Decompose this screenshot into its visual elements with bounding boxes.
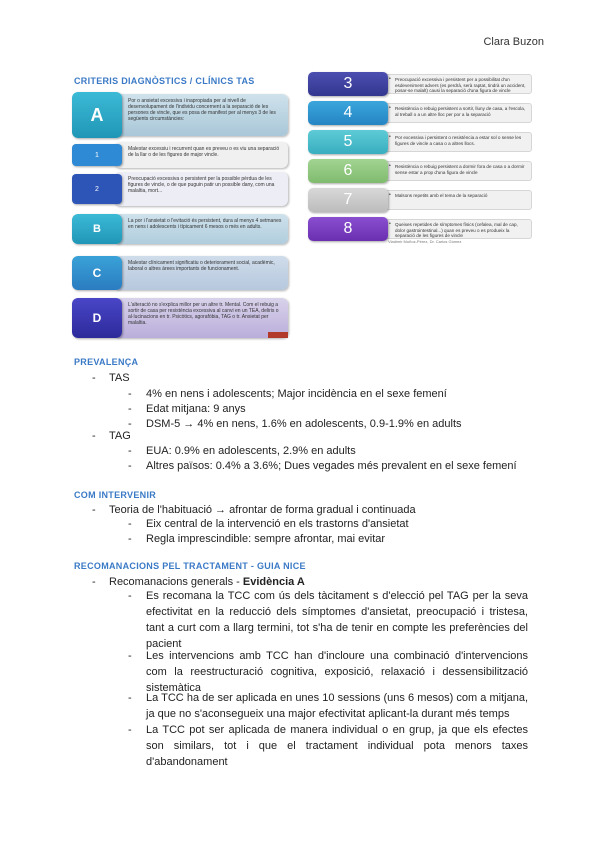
- criteria-label-6: 6: [308, 159, 388, 183]
- criteria-desc-c: • Malestar clínicament significatiu o deteriorament social, acadèmic, laboral o altres àrees importants de funcionament.: [114, 256, 288, 290]
- criteria-label-8: 8: [308, 217, 388, 241]
- criteria-row-8: [308, 217, 532, 241]
- recommendation-paragraph: La TCC pot ser aplicada de manera individual o en grup, ja que els efectes son similars, tot i que el tractament individual pota menors taxes d'abandonament: [146, 724, 528, 768]
- criteria-desc-1: • Malestar excessiu i recurrent quan es preveu o es viu una separació de la llar o de les figures de major vincle.: [114, 142, 288, 168]
- recommendation-paragraph: Es recomana la TCC com ús dels tàcitament s d'elecció pel TAG per la seva efectivitat en la reducció dels símptomes d'ansietat, preocupació i tristesa, tant a curt com a llarg termini, tot s'ha de tenir en compte les preferències del pacient: [146, 590, 528, 650]
- criteria-row-2: [72, 172, 288, 206]
- criteria-desc-3: • Preocupació excessiva i persistent per a possibilitat d'un esdeveniment advers (es perdrà, serà raptat, tindrà un accident, posar-se malalt) causi la separació d'una figura de vincle: [384, 74, 532, 94]
- criteria-row-c: [72, 256, 288, 290]
- dash-marker: -: [128, 388, 132, 400]
- list-item: Teoria de l'habituació → afrontar de forma gradual i continuada: [109, 504, 416, 516]
- list-item: Regla imprescindible: sempre afrontar, mai evitar: [146, 533, 386, 545]
- recommendations-title: [74, 561, 306, 571]
- criteria-desc-a: • Por o ansietat excessiva i inapropiada per al nivell de desenvolupament de l'individu concernent a la separació de les persones de vincle, que es posa de manifest per al menys 3 de les següents circumstàncies:: [114, 94, 288, 136]
- list-item: Altres països: 0.4% a 3.6%; Dues vegades més prevalent en el sexe femení: [146, 460, 517, 472]
- dash-marker: -: [128, 724, 132, 736]
- criteria-row-4: [308, 101, 532, 125]
- criteria-left-diagram: [72, 92, 288, 342]
- prevalence-tas-label: TAS: [109, 372, 130, 384]
- dash-marker: -: [128, 403, 132, 415]
- list-item: EUA: 0.9% en adolescents, 2.9% en adults: [146, 445, 356, 457]
- dash-marker: -: [92, 576, 96, 588]
- criteria-label-c: C: [72, 256, 122, 290]
- criteria-desc-8: • Queixes repetides de símptomes físics (cefalea, mal de cap, dolor gastrointestinal...) quan es preveu o es produeix la separació de les figures de vincle: [384, 219, 532, 239]
- criteria-label-d: D: [72, 298, 122, 338]
- criteria-label-4: 4: [308, 101, 388, 125]
- dash-marker: -: [128, 590, 132, 602]
- dash-marker: -: [92, 430, 96, 442]
- criteria-desc-4: • Resistència o rebuig persistent a sortir, lluny de casa, a l'escola, al treball o a un altre lloc per por a la separació: [384, 103, 532, 123]
- criteria-label-1: 1: [72, 144, 122, 166]
- criteria-right-diagram: [308, 72, 536, 247]
- criteria-label-7: 7: [308, 188, 388, 212]
- criteria-row-5: [308, 130, 532, 154]
- recommendation-paragraph: La TCC ha de ser aplicada en unes 10 sessions (uns 6 mesos) com a mitjana, ja que no s'aconsegueix una major efectivitat aplicant-la durant més temps: [146, 692, 528, 720]
- criteria-label-5: 5: [308, 130, 388, 154]
- decorative-corner: [268, 332, 288, 338]
- criteria-row-a: [72, 92, 288, 138]
- criteria-row-6: [308, 159, 532, 183]
- author-name: Clara Buzon: [483, 36, 544, 48]
- dash-marker: -: [128, 445, 132, 457]
- dash-marker: -: [128, 692, 132, 704]
- dash-marker: -: [92, 504, 96, 516]
- criteria-desc-7: • Malsons repetits amb el tema de la separació: [384, 190, 532, 210]
- list-item: Edat mitjana: 9 anys: [146, 403, 246, 415]
- list-item: Eix central de la intervenció en els trastorns d'ansietat: [146, 518, 409, 530]
- criteria-label-b: B: [72, 214, 122, 244]
- criteria-desc-2: • Preocupació excessiva o persistent per la possible pèrdua de les figures de vincle, o de que puguin patir un possible dany, com una malaltia, mort...: [114, 172, 288, 206]
- diagram-caption: Vladimir Muñoz-Pérez, Dr. Carlos Gómez: [388, 239, 462, 244]
- criteria-desc-6: • Resistència o rebuig persistent a dormir fora de casa o a dormir sense estar a prop d'una figura de vincle: [384, 161, 532, 181]
- criteria-desc-5: • Por excessiva i persistent o resistència a estar sol o sense les figures de vincle a casa o a altres llocs.: [384, 132, 532, 152]
- criteria-title: CRITERIS DIAGNÒSTICS / CLÍNICS TAS: [74, 76, 255, 86]
- criteria-row-d: [72, 298, 288, 338]
- prevalence-title: PREVALENÇA: [74, 357, 139, 367]
- dash-marker: -: [128, 650, 132, 662]
- dash-marker: -: [92, 372, 96, 384]
- criteria-row-3: [308, 72, 532, 96]
- recommendation-paragraph: Les intervencions amb TCC han d'incloure una combinació d'intervencions com la reestructuració cognitiva, exposició, relaxació i dessensibilització sistemàtica: [146, 650, 528, 694]
- criteria-label-3: 3: [308, 72, 388, 96]
- criteria-desc-d: • L'alteració no s'explica millor per un altre tr. Mental. Com el rebuig a sortir de casa per resistència excessiva al canvi en un TEA, deliris o al·lucinacions en tr. Psicòtics, agorafòbia, TAG o tr. Ansietat per malaltia.: [114, 298, 288, 338]
- criteria-row-7: [308, 188, 532, 212]
- criteria-desc-b: • La por i l'ansietat o l'evitació és persistent, dura al menys 4 setmanes en nens i adolescents i típicament 6 mesos o més en adults.: [114, 214, 288, 244]
- criteria-label-2: 2: [72, 174, 122, 204]
- recommendations-title-main: RECOMANACIONS PEL TRACTAMENT -: [74, 561, 257, 571]
- recommendations-title-accent: GUIA NICE: [256, 561, 306, 571]
- prevalence-tag-label: TAG: [109, 430, 131, 442]
- list-item: DSM-5 → 4% en nens, 1.6% en adolescents, 0.9-1.9% en adults: [146, 418, 462, 430]
- criteria-row-b: [72, 214, 288, 244]
- general-prefix: Recomanacions generals -: [109, 576, 243, 588]
- dash-marker: -: [128, 418, 132, 430]
- criteria-label-a: A: [72, 92, 122, 138]
- dash-marker: -: [128, 533, 132, 545]
- criteria-row-1: [72, 142, 288, 168]
- intervention-title: COM INTERVENIR: [74, 490, 157, 500]
- dash-marker: -: [128, 518, 132, 530]
- recommendations-general: [109, 576, 305, 588]
- general-evidence: Evidència A: [242, 576, 305, 588]
- list-item: 4% en nens i adolescents; Major incidència en el sexe femení: [146, 388, 447, 400]
- dash-marker: -: [128, 460, 132, 472]
